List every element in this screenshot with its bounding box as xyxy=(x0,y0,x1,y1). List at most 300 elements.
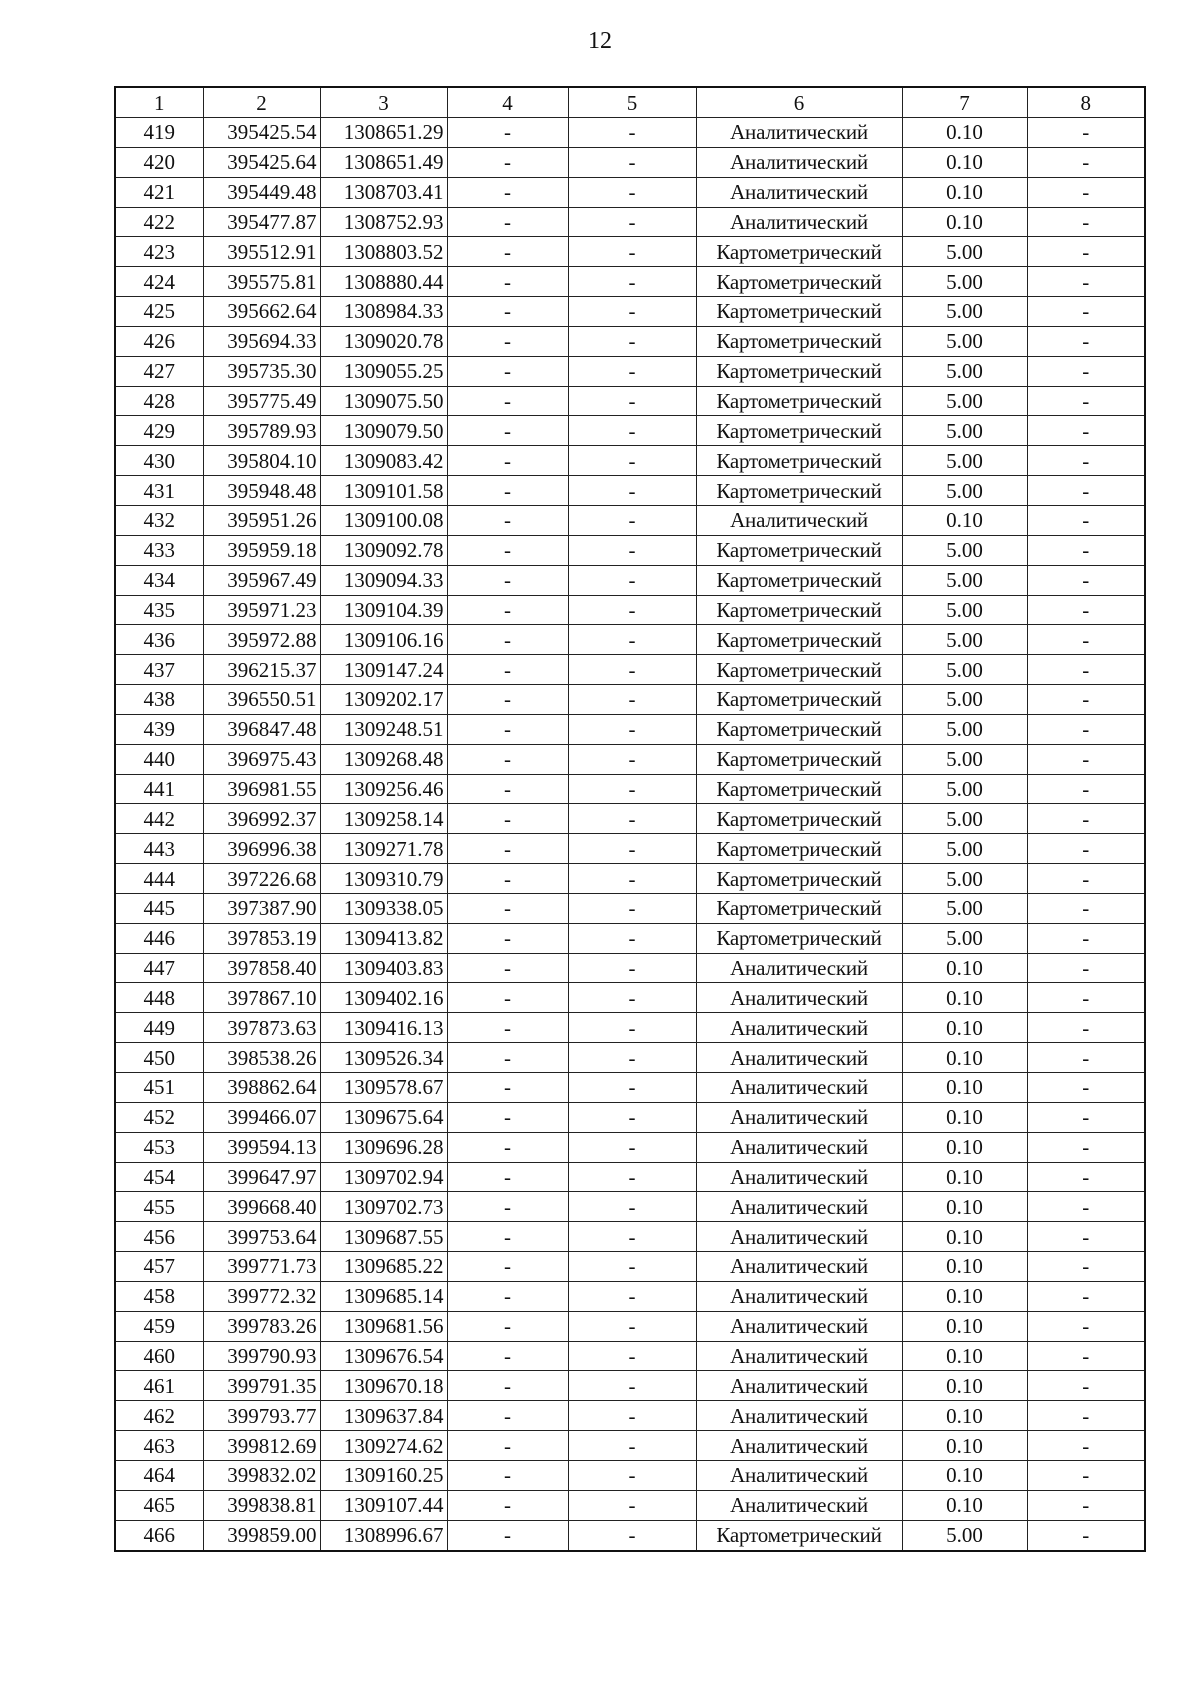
cell-point-number: 443 xyxy=(115,834,203,864)
cell-accuracy: 0.10 xyxy=(902,118,1027,148)
cell-point-number: 419 xyxy=(115,118,203,148)
cell-col-4: - xyxy=(447,1252,568,1282)
cell-col-5: - xyxy=(568,714,696,744)
table-row xyxy=(115,1013,1145,1043)
cell-accuracy: 0.10 xyxy=(902,1490,1027,1520)
cell-col-5: - xyxy=(568,1043,696,1073)
cell-method: Картометрический xyxy=(696,297,902,327)
cell-method: Картометрический xyxy=(696,744,902,774)
cell-col-4: - xyxy=(447,1520,568,1550)
cell-point-number: 449 xyxy=(115,1013,203,1043)
cell-col-8: - xyxy=(1027,1013,1145,1043)
cell-col-8: - xyxy=(1027,1252,1145,1282)
cell-point-number: 460 xyxy=(115,1341,203,1371)
cell-accuracy: 5.00 xyxy=(902,386,1027,416)
cell-coord-x: 399771.73 xyxy=(203,1252,320,1282)
column-header: 8 xyxy=(1027,87,1145,118)
cell-accuracy: 5.00 xyxy=(902,685,1027,715)
cell-accuracy: 0.10 xyxy=(902,1132,1027,1162)
cell-col-8: - xyxy=(1027,446,1145,476)
table-row xyxy=(115,356,1145,386)
table-row xyxy=(115,864,1145,894)
cell-coord-x: 395967.49 xyxy=(203,565,320,595)
cell-col-4: - xyxy=(447,625,568,655)
cell-col-4: - xyxy=(447,953,568,983)
cell-col-4: - xyxy=(447,535,568,565)
column-header: 2 xyxy=(203,87,320,118)
cell-col-5: - xyxy=(568,655,696,685)
cell-coord-x: 399859.00 xyxy=(203,1520,320,1550)
cell-col-4: - xyxy=(447,714,568,744)
cell-accuracy: 5.00 xyxy=(902,864,1027,894)
cell-coord-y: 1309413.82 xyxy=(320,923,447,953)
cell-col-4: - xyxy=(447,744,568,774)
cell-col-8: - xyxy=(1027,1132,1145,1162)
cell-col-8: - xyxy=(1027,416,1145,446)
cell-accuracy: 0.10 xyxy=(902,505,1027,535)
cell-col-4: - xyxy=(447,476,568,506)
cell-accuracy: 5.00 xyxy=(902,565,1027,595)
cell-method: Картометрический xyxy=(696,655,902,685)
cell-coord-x: 395959.18 xyxy=(203,535,320,565)
cell-accuracy: 5.00 xyxy=(902,714,1027,744)
cell-coord-x: 399832.02 xyxy=(203,1460,320,1490)
table-row xyxy=(115,983,1145,1013)
cell-method: Аналитический xyxy=(696,177,902,207)
cell-coord-x: 397226.68 xyxy=(203,864,320,894)
table-row xyxy=(115,1102,1145,1132)
cell-col-4: - xyxy=(447,864,568,894)
cell-coord-y: 1309310.79 xyxy=(320,864,447,894)
cell-col-4: - xyxy=(447,1162,568,1192)
table-row xyxy=(115,386,1145,416)
cell-col-4: - xyxy=(447,1222,568,1252)
table-row xyxy=(115,476,1145,506)
cell-col-5: - xyxy=(568,834,696,864)
cell-accuracy: 0.10 xyxy=(902,983,1027,1013)
cell-method: Картометрический xyxy=(696,535,902,565)
cell-coord-x: 395512.91 xyxy=(203,237,320,267)
cell-col-5: - xyxy=(568,774,696,804)
cell-col-8: - xyxy=(1027,147,1145,177)
cell-method: Картометрический xyxy=(696,356,902,386)
cell-col-4: - xyxy=(447,1490,568,1520)
cell-col-5: - xyxy=(568,1281,696,1311)
cell-point-number: 430 xyxy=(115,446,203,476)
cell-coord-y: 1308880.44 xyxy=(320,267,447,297)
cell-coord-y: 1309092.78 xyxy=(320,535,447,565)
cell-col-5: - xyxy=(568,804,696,834)
table-row xyxy=(115,565,1145,595)
cell-col-8: - xyxy=(1027,207,1145,237)
coordinates-table xyxy=(114,86,1146,1552)
cell-accuracy: 0.10 xyxy=(902,953,1027,983)
cell-col-8: - xyxy=(1027,923,1145,953)
cell-col-5: - xyxy=(568,177,696,207)
table-row xyxy=(115,923,1145,953)
cell-point-number: 437 xyxy=(115,655,203,685)
cell-coord-x: 395477.87 xyxy=(203,207,320,237)
cell-point-number: 454 xyxy=(115,1162,203,1192)
cell-coord-x: 399812.69 xyxy=(203,1431,320,1461)
table-row xyxy=(115,1460,1145,1490)
cell-point-number: 462 xyxy=(115,1401,203,1431)
cell-accuracy: 0.10 xyxy=(902,1073,1027,1103)
cell-coord-y: 1309702.73 xyxy=(320,1192,447,1222)
cell-col-5: - xyxy=(568,565,696,595)
cell-col-4: - xyxy=(447,267,568,297)
cell-col-5: - xyxy=(568,416,696,446)
cell-coord-x: 399753.64 xyxy=(203,1222,320,1252)
cell-coord-x: 395951.26 xyxy=(203,505,320,535)
cell-coord-y: 1309274.62 xyxy=(320,1431,447,1461)
cell-method: Картометрический xyxy=(696,1520,902,1550)
cell-coord-y: 1308984.33 xyxy=(320,297,447,327)
cell-col-4: - xyxy=(447,1073,568,1103)
cell-col-5: - xyxy=(568,476,696,506)
cell-point-number: 431 xyxy=(115,476,203,506)
table-row xyxy=(115,685,1145,715)
cell-col-4: - xyxy=(447,1013,568,1043)
cell-coord-y: 1309104.39 xyxy=(320,595,447,625)
cell-coord-x: 395971.23 xyxy=(203,595,320,625)
cell-col-8: - xyxy=(1027,356,1145,386)
cell-coord-x: 399791.35 xyxy=(203,1371,320,1401)
cell-point-number: 425 xyxy=(115,297,203,327)
cell-coord-x: 395775.49 xyxy=(203,386,320,416)
cell-col-4: - xyxy=(447,1311,568,1341)
table-row xyxy=(115,1431,1145,1461)
table-row xyxy=(115,1520,1145,1550)
column-header: 5 xyxy=(568,87,696,118)
cell-point-number: 448 xyxy=(115,983,203,1013)
cell-accuracy: 5.00 xyxy=(902,625,1027,655)
cell-coord-x: 397873.63 xyxy=(203,1013,320,1043)
cell-col-8: - xyxy=(1027,565,1145,595)
cell-coord-x: 395449.48 xyxy=(203,177,320,207)
cell-point-number: 433 xyxy=(115,535,203,565)
cell-point-number: 447 xyxy=(115,953,203,983)
cell-method: Картометрический xyxy=(696,834,902,864)
table-row xyxy=(115,1401,1145,1431)
cell-col-5: - xyxy=(568,237,696,267)
cell-col-8: - xyxy=(1027,1490,1145,1520)
cell-col-8: - xyxy=(1027,1431,1145,1461)
cell-coord-y: 1309256.46 xyxy=(320,774,447,804)
cell-col-5: - xyxy=(568,1073,696,1103)
column-header: 6 xyxy=(696,87,902,118)
cell-point-number: 440 xyxy=(115,744,203,774)
cell-col-5: - xyxy=(568,1311,696,1341)
table-row xyxy=(115,1192,1145,1222)
cell-coord-y: 1309101.58 xyxy=(320,476,447,506)
cell-col-8: - xyxy=(1027,1281,1145,1311)
cell-coord-y: 1308752.93 xyxy=(320,207,447,237)
cell-col-8: - xyxy=(1027,1192,1145,1222)
cell-coord-y: 1309020.78 xyxy=(320,326,447,356)
cell-col-4: - xyxy=(447,326,568,356)
cell-point-number: 453 xyxy=(115,1132,203,1162)
cell-col-8: - xyxy=(1027,1043,1145,1073)
cell-method: Картометрический xyxy=(696,774,902,804)
cell-coord-x: 396992.37 xyxy=(203,804,320,834)
cell-col-5: - xyxy=(568,685,696,715)
cell-col-4: - xyxy=(447,893,568,923)
column-header: 1 xyxy=(115,87,203,118)
cell-coord-x: 395694.33 xyxy=(203,326,320,356)
table-row xyxy=(115,834,1145,864)
table-row xyxy=(115,625,1145,655)
cell-col-8: - xyxy=(1027,685,1145,715)
cell-coord-x: 397853.19 xyxy=(203,923,320,953)
cell-coord-y: 1309670.18 xyxy=(320,1371,447,1401)
cell-method: Аналитический xyxy=(696,1341,902,1371)
table-row xyxy=(115,714,1145,744)
cell-col-5: - xyxy=(568,326,696,356)
cell-col-4: - xyxy=(447,237,568,267)
cell-method: Картометрический xyxy=(696,893,902,923)
cell-accuracy: 0.10 xyxy=(902,1013,1027,1043)
cell-coord-x: 395662.64 xyxy=(203,297,320,327)
cell-coord-x: 399790.93 xyxy=(203,1341,320,1371)
cell-point-number: 434 xyxy=(115,565,203,595)
cell-method: Картометрический xyxy=(696,923,902,953)
cell-col-5: - xyxy=(568,535,696,565)
cell-col-8: - xyxy=(1027,505,1145,535)
cell-accuracy: 0.10 xyxy=(902,1460,1027,1490)
cell-col-4: - xyxy=(447,118,568,148)
cell-col-4: - xyxy=(447,774,568,804)
cell-col-5: - xyxy=(568,864,696,894)
cell-col-4: - xyxy=(447,297,568,327)
table-row xyxy=(115,1341,1145,1371)
cell-coord-x: 397867.10 xyxy=(203,983,320,1013)
cell-col-5: - xyxy=(568,1371,696,1401)
cell-point-number: 423 xyxy=(115,237,203,267)
cell-method: Картометрический xyxy=(696,416,902,446)
cell-col-4: - xyxy=(447,1043,568,1073)
cell-col-4: - xyxy=(447,804,568,834)
cell-accuracy: 0.10 xyxy=(902,1311,1027,1341)
table-row xyxy=(115,804,1145,834)
cell-col-8: - xyxy=(1027,177,1145,207)
cell-accuracy: 5.00 xyxy=(902,804,1027,834)
cell-point-number: 432 xyxy=(115,505,203,535)
table-row xyxy=(115,237,1145,267)
cell-col-4: - xyxy=(447,595,568,625)
cell-col-5: - xyxy=(568,893,696,923)
cell-accuracy: 5.00 xyxy=(902,267,1027,297)
cell-coord-x: 395804.10 xyxy=(203,446,320,476)
cell-coord-x: 396550.51 xyxy=(203,685,320,715)
cell-point-number: 429 xyxy=(115,416,203,446)
cell-coord-y: 1309100.08 xyxy=(320,505,447,535)
cell-coord-x: 396975.43 xyxy=(203,744,320,774)
cell-method: Аналитический xyxy=(696,1132,902,1162)
cell-point-number: 442 xyxy=(115,804,203,834)
cell-method: Картометрический xyxy=(696,565,902,595)
cell-method: Аналитический xyxy=(696,1401,902,1431)
cell-coord-x: 396847.48 xyxy=(203,714,320,744)
cell-col-4: - xyxy=(447,1192,568,1222)
cell-point-number: 455 xyxy=(115,1192,203,1222)
cell-point-number: 464 xyxy=(115,1460,203,1490)
cell-coord-y: 1309079.50 xyxy=(320,416,447,446)
table-row xyxy=(115,774,1145,804)
cell-point-number: 463 xyxy=(115,1431,203,1461)
cell-coord-x: 399838.81 xyxy=(203,1490,320,1520)
cell-col-4: - xyxy=(447,834,568,864)
cell-accuracy: 0.10 xyxy=(902,177,1027,207)
cell-col-8: - xyxy=(1027,1520,1145,1550)
cell-method: Аналитический xyxy=(696,147,902,177)
cell-method: Аналитический xyxy=(696,1281,902,1311)
table-row xyxy=(115,1162,1145,1192)
table-row xyxy=(115,416,1145,446)
cell-point-number: 428 xyxy=(115,386,203,416)
cell-method: Аналитический xyxy=(696,1460,902,1490)
table-row xyxy=(115,446,1145,476)
cell-col-5: - xyxy=(568,207,696,237)
cell-col-8: - xyxy=(1027,714,1145,744)
cell-coord-y: 1309107.44 xyxy=(320,1490,447,1520)
cell-coord-x: 395575.81 xyxy=(203,267,320,297)
cell-col-4: - xyxy=(447,207,568,237)
cell-accuracy: 0.10 xyxy=(902,1252,1027,1282)
table-row xyxy=(115,1043,1145,1073)
cell-coord-y: 1309578.67 xyxy=(320,1073,447,1103)
cell-col-4: - xyxy=(447,446,568,476)
cell-col-4: - xyxy=(447,177,568,207)
table-row xyxy=(115,953,1145,983)
table-row xyxy=(115,1222,1145,1252)
cell-coord-y: 1309055.25 xyxy=(320,356,447,386)
cell-method: Аналитический xyxy=(696,1252,902,1282)
cell-col-5: - xyxy=(568,1013,696,1043)
cell-accuracy: 0.10 xyxy=(902,207,1027,237)
cell-point-number: 422 xyxy=(115,207,203,237)
cell-method: Аналитический xyxy=(696,1431,902,1461)
cell-col-5: - xyxy=(568,267,696,297)
cell-coord-y: 1309268.48 xyxy=(320,744,447,774)
cell-point-number: 444 xyxy=(115,864,203,894)
cell-col-8: - xyxy=(1027,983,1145,1013)
cell-col-4: - xyxy=(447,1341,568,1371)
cell-col-4: - xyxy=(447,505,568,535)
cell-col-5: - xyxy=(568,118,696,148)
cell-method: Аналитический xyxy=(696,1102,902,1132)
cell-coord-y: 1308703.41 xyxy=(320,177,447,207)
cell-coord-y: 1309083.42 xyxy=(320,446,447,476)
cell-method: Картометрический xyxy=(696,446,902,476)
cell-method: Аналитический xyxy=(696,1490,902,1520)
cell-method: Аналитический xyxy=(696,207,902,237)
cell-coord-y: 1309147.24 xyxy=(320,655,447,685)
cell-col-5: - xyxy=(568,923,696,953)
cell-point-number: 458 xyxy=(115,1281,203,1311)
cell-col-4: - xyxy=(447,1371,568,1401)
cell-col-8: - xyxy=(1027,864,1145,894)
cell-coord-x: 395789.93 xyxy=(203,416,320,446)
table-row xyxy=(115,1490,1145,1520)
cell-method: Картометрический xyxy=(696,685,902,715)
cell-point-number: 445 xyxy=(115,893,203,923)
cell-coord-x: 397858.40 xyxy=(203,953,320,983)
cell-point-number: 457 xyxy=(115,1252,203,1282)
cell-coord-x: 395948.48 xyxy=(203,476,320,506)
cell-col-8: - xyxy=(1027,118,1145,148)
cell-coord-x: 395425.54 xyxy=(203,118,320,148)
cell-coord-y: 1309402.16 xyxy=(320,983,447,1013)
cell-coord-y: 1309696.28 xyxy=(320,1132,447,1162)
table-row xyxy=(115,326,1145,356)
cell-col-8: - xyxy=(1027,774,1145,804)
cell-col-5: - xyxy=(568,505,696,535)
cell-accuracy: 0.10 xyxy=(902,147,1027,177)
cell-method: Картометрический xyxy=(696,476,902,506)
table-row xyxy=(115,1073,1145,1103)
cell-col-5: - xyxy=(568,297,696,327)
cell-col-5: - xyxy=(568,386,696,416)
cell-coord-y: 1309676.54 xyxy=(320,1341,447,1371)
table-row xyxy=(115,297,1145,327)
column-header: 7 xyxy=(902,87,1027,118)
cell-accuracy: 5.00 xyxy=(902,595,1027,625)
cell-col-8: - xyxy=(1027,834,1145,864)
cell-coord-y: 1308996.67 xyxy=(320,1520,447,1550)
cell-coord-y: 1309702.94 xyxy=(320,1162,447,1192)
cell-accuracy: 0.10 xyxy=(902,1401,1027,1431)
cell-method: Картометрический xyxy=(696,386,902,416)
cell-coord-y: 1308651.49 xyxy=(320,147,447,177)
cell-accuracy: 0.10 xyxy=(902,1281,1027,1311)
table-header-row xyxy=(115,87,1145,118)
cell-accuracy: 5.00 xyxy=(902,893,1027,923)
cell-col-5: - xyxy=(568,1490,696,1520)
cell-col-8: - xyxy=(1027,1341,1145,1371)
table-row xyxy=(115,1371,1145,1401)
cell-col-8: - xyxy=(1027,595,1145,625)
cell-coord-x: 399594.13 xyxy=(203,1132,320,1162)
cell-coord-x: 399466.07 xyxy=(203,1102,320,1132)
cell-coord-y: 1309685.22 xyxy=(320,1252,447,1282)
cell-col-5: - xyxy=(568,1162,696,1192)
cell-accuracy: 0.10 xyxy=(902,1222,1027,1252)
cell-coord-x: 397387.90 xyxy=(203,893,320,923)
cell-method: Аналитический xyxy=(696,1311,902,1341)
cell-accuracy: 0.10 xyxy=(902,1341,1027,1371)
cell-col-4: - xyxy=(447,147,568,177)
cell-accuracy: 0.10 xyxy=(902,1043,1027,1073)
cell-accuracy: 5.00 xyxy=(902,923,1027,953)
cell-accuracy: 5.00 xyxy=(902,744,1027,774)
cell-point-number: 450 xyxy=(115,1043,203,1073)
cell-coord-x: 395425.64 xyxy=(203,147,320,177)
cell-accuracy: 5.00 xyxy=(902,774,1027,804)
table-row xyxy=(115,1311,1145,1341)
cell-col-4: - xyxy=(447,923,568,953)
cell-method: Картометрический xyxy=(696,326,902,356)
cell-accuracy: 5.00 xyxy=(902,655,1027,685)
cell-accuracy: 0.10 xyxy=(902,1102,1027,1132)
table-row xyxy=(115,118,1145,148)
cell-point-number: 456 xyxy=(115,1222,203,1252)
cell-col-8: - xyxy=(1027,237,1145,267)
cell-col-5: - xyxy=(568,1192,696,1222)
cell-coord-y: 1309685.14 xyxy=(320,1281,447,1311)
table-body xyxy=(115,87,1145,1551)
table-row xyxy=(115,505,1145,535)
